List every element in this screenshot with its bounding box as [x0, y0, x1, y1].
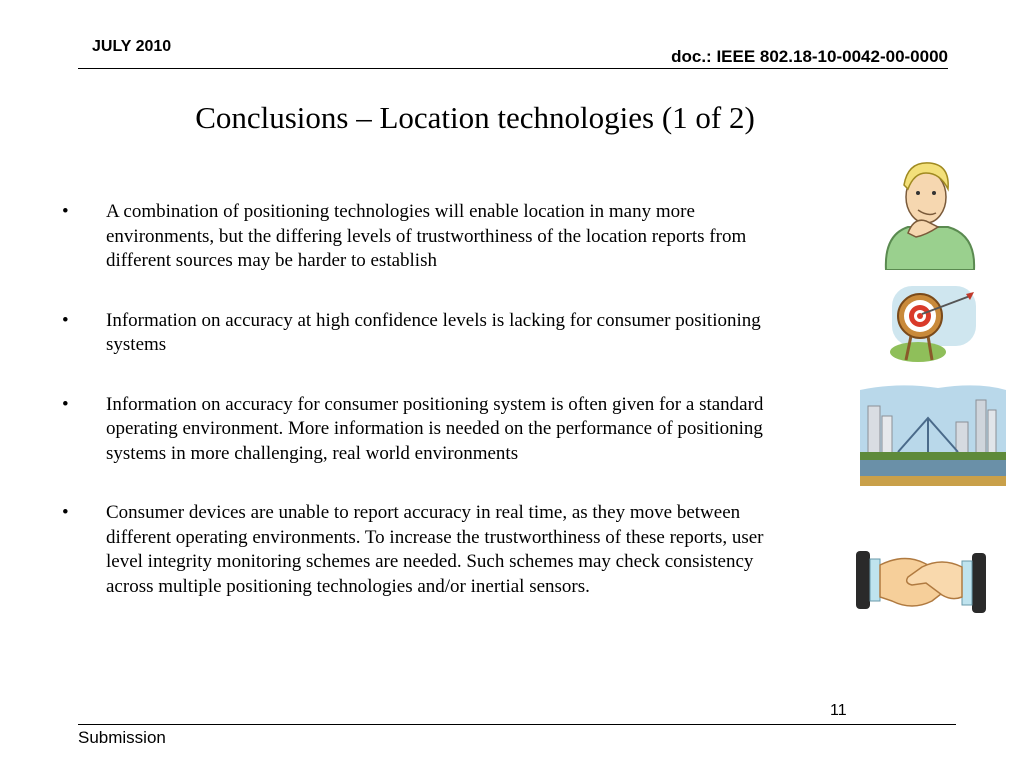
bullet-text: A combination of positioning technologies will enable location in many more environments, but the differing levels of trustworthiness of the location reports from different sources may be harder to establish: [106, 201, 747, 271]
bullet-list: [60, 200, 780, 634]
bullet-marker: •: [62, 201, 69, 222]
city-skyline-clipart: [858, 382, 1008, 486]
page-number: 11: [830, 702, 847, 719]
header-divider: [78, 68, 948, 69]
header-date: JULY 2010: [92, 38, 172, 55]
bullet-item: [60, 501, 780, 599]
footer-label: Submission: [78, 728, 166, 747]
bullet-marker: •: [62, 502, 69, 523]
thinking-man-clipart: [878, 155, 980, 270]
archery-target-clipart: [888, 282, 978, 366]
bullet-marker: •: [62, 393, 69, 415]
bullet-item: [60, 200, 780, 274]
footer-divider: [78, 724, 956, 725]
bullet-item: [60, 393, 780, 467]
handshake-clipart: [852, 545, 992, 617]
bullet-item: [60, 309, 780, 358]
bullet-text: Consumer devices are unable to report accuracy in real time, as they move between different operating environments. To increase the trustworthiness of these reports, user level integrity monitoring schemes are needed. Such schemes may check consistency across multiple positioning technologies and/or inertial sensors.: [106, 502, 764, 597]
header-doc-id: doc.: IEEE 802.18-10-0042-00-0000: [671, 47, 948, 66]
bullet-marker: •: [62, 309, 69, 331]
slide-title: Conclusions – Location technologies (1 of 2): [195, 100, 755, 135]
bullet-text: Information on accuracy at high confidence levels is lacking for consumer positioning systems: [106, 309, 761, 355]
bullet-text: Information on accuracy for consumer positioning system is often given for a standard operating environment. More information is needed on the performance of positioning systems in more challenging, real world environments: [106, 393, 764, 464]
